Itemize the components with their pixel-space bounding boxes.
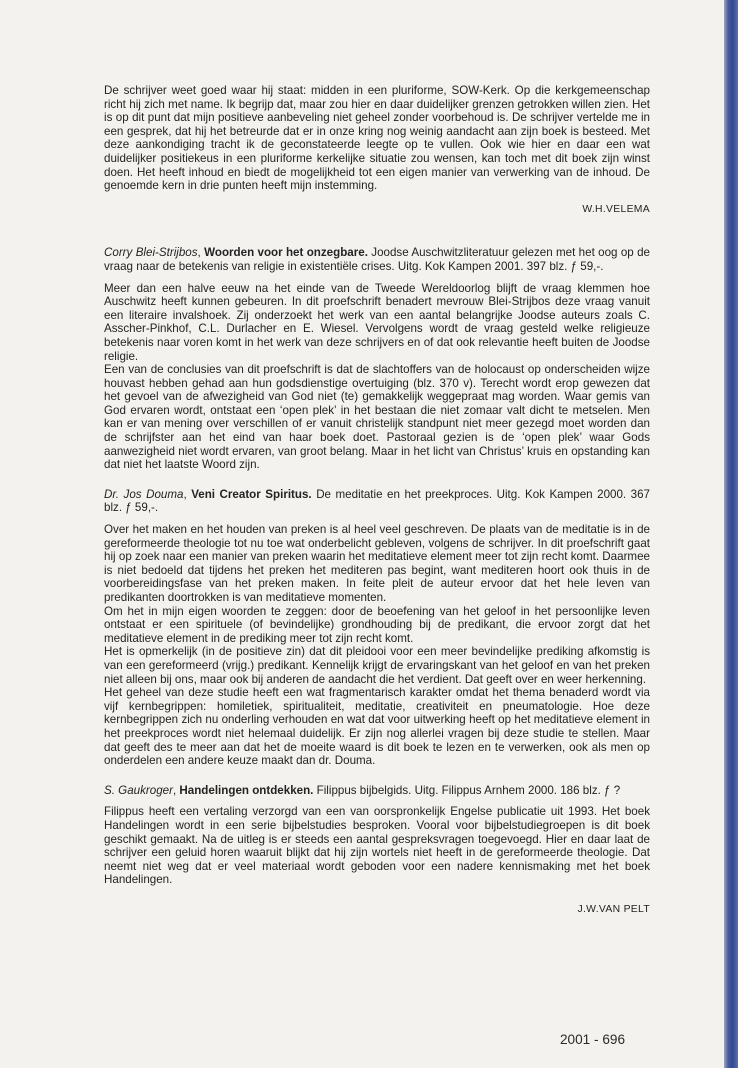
review-body: De schrijver weet goed waar hij staat: midden in een pluriforme, SOW-Kerk. Op die kerkgemeenschap richt hij zich met name. Ik begrijp dat, maar zou hier en daar duidelijker grenzen getrokken willen zien. Het is op dit punt dat mijn positieve aanbeveling niet geheel zonder voorbehoud is. De schrijver vertelde me in een gesprek, dat hij het betreurde dat er in onze kring nog weinig aandacht aan zijn boek is besteed. Met deze aankondiging tracht ik de geconstateerde leegte op te vullen. Ook wie hier en daar een wat duidelijker positiekeus in een pluriforme kerkelijke situatie zou wensen, kan toch met dit boek zijn winst doen. Het heeft inhoud en biedt de mogelijkheid tot een eigen manier van verwerking van de inhoud. De genoemde kern in drie punten heeft mijn instemming. (104, 84, 650, 193)
review-paragraph: Meer dan een halve eeuw na het einde van de Tweede Wereldoorlog blijft de vraag klemmen hoe Auschwitz heeft kunnen gebeuren. In dit proefschrift benadert mevrouw Blei-Strijbos deze vraag vanuit een literaire invalshoek. Zij onderzoekt het werk van een aantal belangrijke Joodse auteurs zoals C. Asscher-Pinkhof, C.L. Durlacher en E. Wiesel. Vervolgens wordt de vraag gesteld welke religieuze betekenis naar voren komt in het werk van deze schrijvers en of dat ook relevantie heeft buiten de Joodse religie. (104, 281, 650, 363)
review-signature: J.W.VAN PELT (577, 903, 650, 915)
review-author: S. Gaukroger (104, 783, 173, 797)
review-paragraph: Over het maken en het houden van preken is al heel veel geschreven. De plaats van de meditatie is in de gereformeerde theologie tot nu toe wat onderbelicht gebleven, volgens de schrijver. In dit proefschrift gaat hij op zoek naar een manier van preken waarin het meditatieve element meer tot zijn recht komt. Daarmee is niet bedoeld dat tijdens het preken het mediteren pas begint, want mediteren hoort ook thuis in de voorbereidingsfase van het preken maken. In feite pleit de auteur ervoor dat het hele leven van predikanten doortrokken is van meditatieve momenten. (104, 523, 650, 604)
review-heading: Dr. Jos Douma, Veni Creator Spiritus. De meditatie en het preekproces. Uitg. Kok Kampen 2000. 367 blz. ƒ 59,-. (104, 487, 650, 515)
review-heading: S. Gaukroger, Handelingen ontdekken. Filippus bijbelgids. Uitg. Filippus Arnhem 2000. 186 blz. ƒ ? (104, 783, 621, 797)
review-description: De meditatie en het preekproces. Uitg. Kok Kampen 2000. 367 blz. ƒ 59,-. (104, 487, 650, 515)
review-paragraph: Het is opmerkelijk (in de positieve zin) dat dit pleidooi voor een meer bevindelijke prediking afkomstig is van een gereformeerd (vrijg.) predikant. Kennelijk krijgt de ervaringskant van het geloof en van het preken niet alleen bij ons, maar ook bij anderen de aandacht die het verdient. Dat geeft over en weer herkenning. (104, 645, 650, 686)
page-number: 2001 - 696 (560, 1032, 626, 1047)
review-signature: W.H.VELEMA (582, 203, 650, 215)
review-title: Handelingen ontdekken. (179, 783, 314, 797)
book-spine-edge (724, 0, 738, 1068)
review-paragraph: Een van de conclusies van dit proefschrift is dat de slachtoffers van de holocaust op onderscheiden wijze houvast hebben gehad aan hun godsdienstige overtuiging (blz. 370 v). Terecht wordt erop gewezen dat het gevoel van de afwezigheid van God niet (te) gemakkelijk weggepraat mag worden. Waar gemis van God ervaren wordt, ontstaat een ‘open plek’ in het bestaan die niet zomaar valt dicht te metselen. Men kan er van mening over verschillen of er vanuit christelijk standpunt niet meer gezegd moet worden dan de schrijfster aan het eind van haar boek doet. Pastoraal gezien is de ‘open plek’ waar Gods aanwezigheid niet wordt ervaren, van groot belang. Maar in het licht van Christus’ kruis en opstanding kan dat niet het laatste Woord zijn. (104, 363, 650, 472)
page-content (104, 84, 650, 916)
review-heading: Corry Blei-Strijbos, Woorden voor het onzegbare. Joodse Auschwitzliteratuur gelezen met het oog op de vraag naar de betekenis van religie in existentiële crises. Uitg. Kok Kampen 2001. 397 blz. ƒ 59,-. (104, 246, 650, 273)
review-description: Joodse Auschwitzliteratuur gelezen met het oog op de vraag naar de betekenis van religie in existentiële crises. Uitg. Kok Kampen 2001. 397 blz. ƒ 59,-. (104, 246, 650, 273)
review-author: Corry Blei-Strijbos (104, 246, 198, 260)
review-author: Dr. Jos Douma (104, 487, 184, 501)
review-title: Veni Creator Spiritus. (191, 487, 312, 501)
review-title: Woorden voor het onzegbare. (204, 246, 368, 260)
review-paragraph: Om het in mijn eigen woorden te zeggen: door de beoefening van het geloof in het persoonlijke leven ontstaat er een spirituele (of bevindelijke) grondhouding bij de predikant, die ervoor zorgt dat het meditatieve element in de prediking meer tot zijn recht komt. (104, 604, 650, 645)
review-paragraph: Het geheel van deze studie heeft een wat fragmentarisch karakter omdat het thema benaderd wordt via vijf kernbegrippen: homiletiek, spiritualiteit, meditatie, creativiteit en pneumatologie. Hoe deze kernbegrippen zich nu onderling verhouden en wat dat voor uitwerking heeft op het meditatieve element in het preekproces wordt niet helemaal duidelijk. Er zijn nog allerlei vragen bij deze studie te stellen. Maar dat geeft des te meer aan dat het de moeite waard is dit boek te lezen en te verwerken, ook als men op onderdelen een andere keuze maakt dan dr. Douma. (104, 686, 650, 768)
review-description: Filippus bijbelgids. Uitg. Filippus Arnhem 2000. 186 blz. ƒ ? (316, 783, 621, 797)
review-paragraph: Filippus heeft een vertaling verzorgd van een van oorspronkelijk Engelse publicatie uit 1993. Het boek Handelingen wordt in een serie bijbelstudies besproken. Vooral voor bijbelstudiegroepen is dit boek geschikt gemaakt. Na de uitleg is er steeds een aantal gespreksvragen toegevoegd. Hier en daar laat de schrijver een geluid horen waaruit blijkt dat hij zijn wortels niet heeft in de gereformeerde theologie. Dat neemt niet weg dat er veel materiaal wordt geboden voor een nadere kennismaking met het boek Handelingen. (104, 805, 650, 887)
